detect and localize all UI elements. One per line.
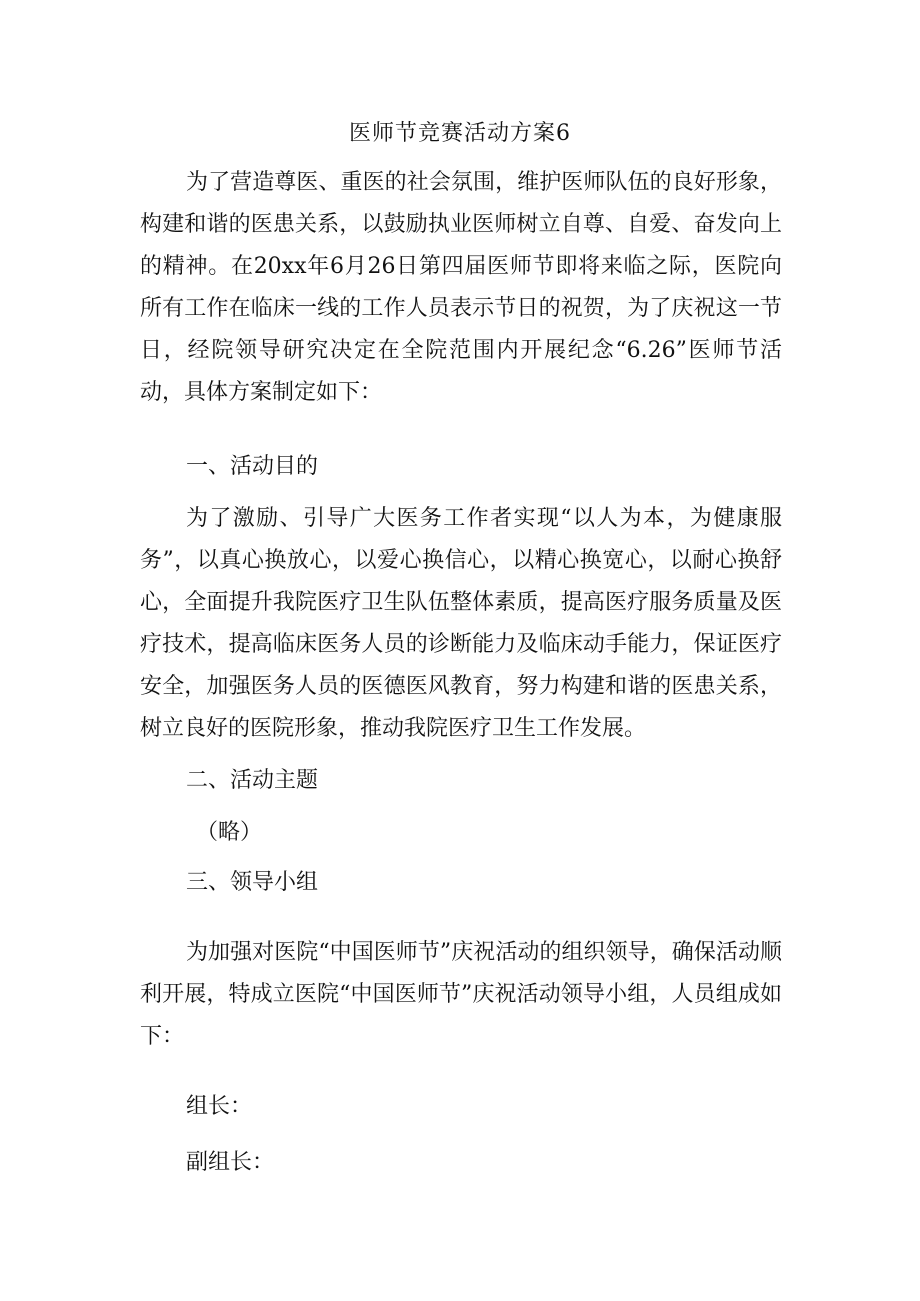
leader-label: 组长： <box>186 1094 253 1119</box>
section-heading-leadership: 三、领导小组 <box>186 870 319 895</box>
leadership-paragraph: 为加强对医院“中国医师节”庆祝活动的组织领导，确保活动顺利开展，特成立医院“中国医师节”庆祝活动领导小组，人员组成如下： <box>140 940 782 1049</box>
intro-paragraph: 为了营造尊医、重医的社会氛围，维护医师队伍的良好形象，构建和谐的医患关系，以鼓励执业医师树立自尊、自爱、奋发向上的精神。在20xx年6月26日第四届医师节即将来临之际，医院向所有工作在临床一线的工作人员表示节日的祝贺，为了庆祝这一节日，经院领导研究决定在全院范围内开展纪念“6.26”医师节活动，具体方案制定如下： <box>140 170 782 405</box>
section-heading-theme: 二、活动主题 <box>186 768 319 793</box>
document-title: 医师节竞赛活动方案6 <box>349 121 571 146</box>
deputy-leader-label: 副组长： <box>186 1150 275 1175</box>
section-heading-purpose: 一、活动目的 <box>186 454 319 479</box>
theme-note: （略） <box>196 820 263 845</box>
purpose-paragraph: 为了激励、引导广大医务工作者实现“以人为本，为健康服务”，以真心换放心，以爱心换信心，以精心换宽心，以耐心换舒心，全面提升我院医疗卫生队伍整体素质，提高医疗服务质量及医疗技术，提高临床医务人员的诊断能力及临床动手能力，保证医疗安全，加强医务人员的医德医风教育，努力构建和谐的医患关系，树立良好的医院形象，推动我院医疗卫生工作发展。 <box>140 506 782 741</box>
